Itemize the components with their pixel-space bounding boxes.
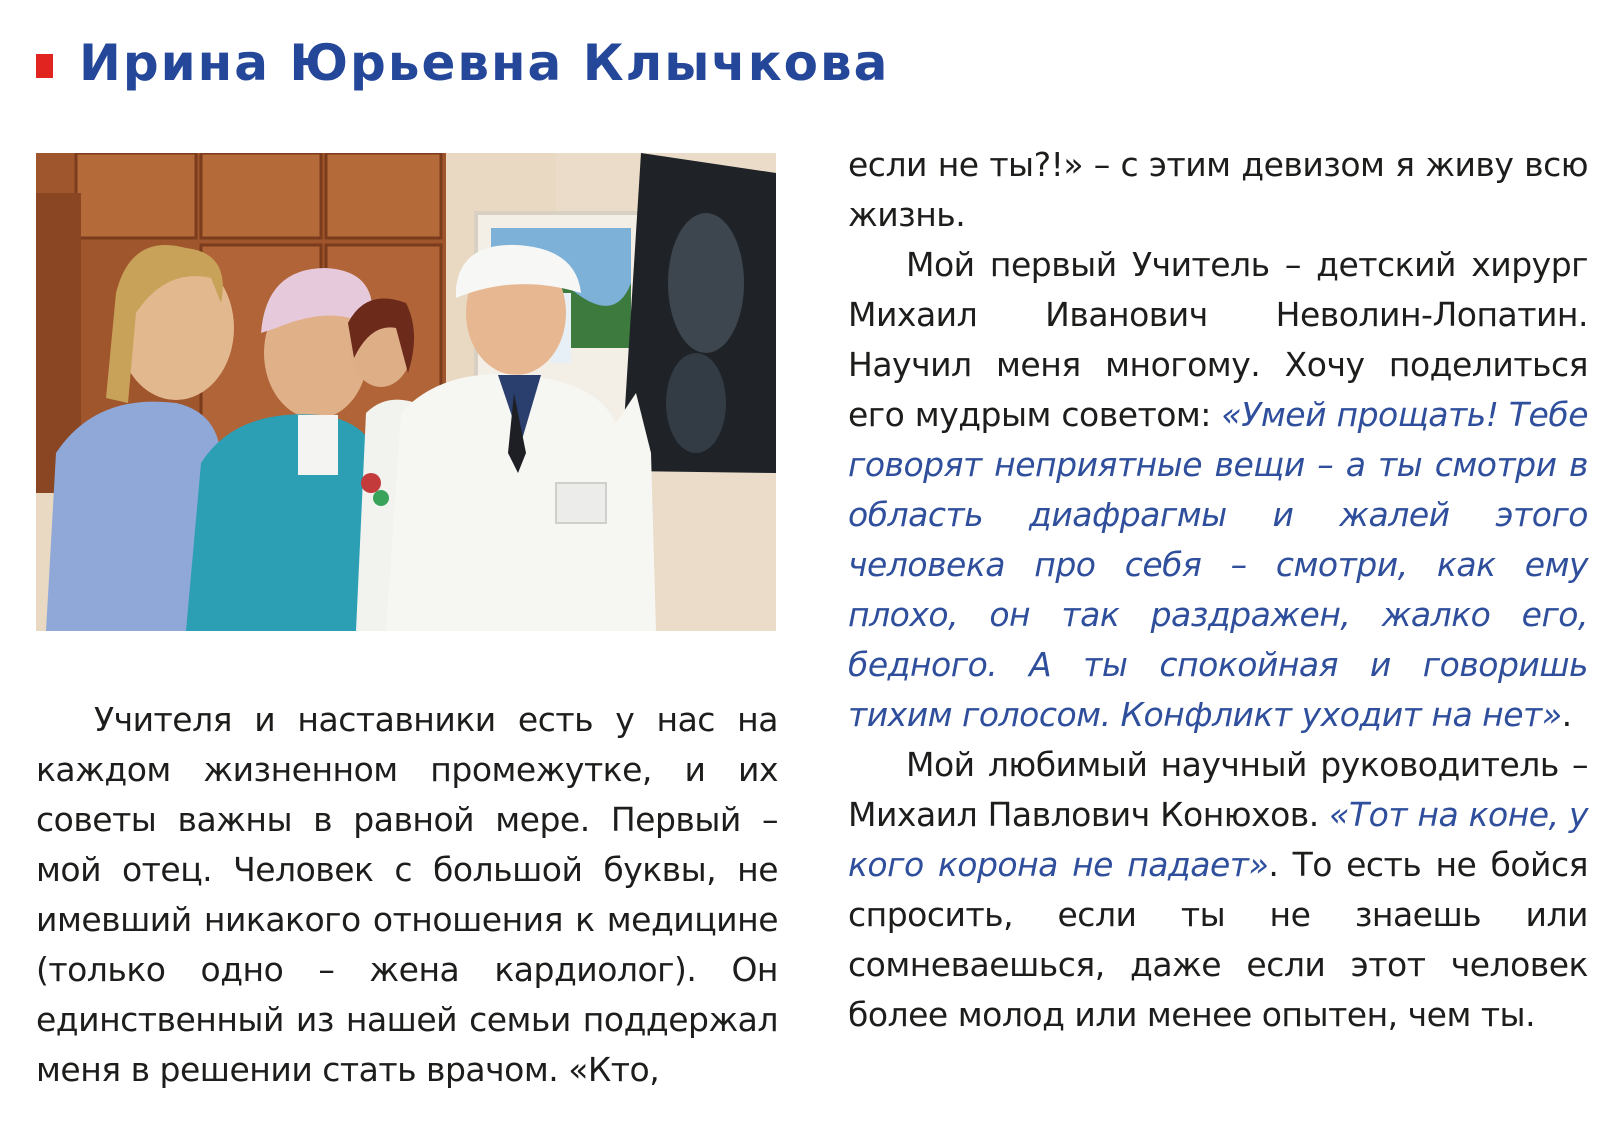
right-paragraph-2 (848, 240, 1588, 740)
paragraph-3-text: Мой любимый научный руководитель – Михаил Павлович Конюхов. (848, 745, 1588, 834)
page-header (36, 28, 889, 98)
right-paragraph-1: если не ты?!» – с этим девизом я живу всю жизнь. (848, 145, 1588, 234)
right-paragraph-3 (848, 740, 1588, 1040)
paragraph-2-text: Мой первый Учитель – детский хирург Михаил Иванович Неволин-Лопатин. Научил меня многому. Хочу поделиться его мудрым советом: (848, 245, 1588, 434)
doctors-photo (36, 153, 776, 631)
left-column (36, 695, 778, 1095)
quote-first-teacher: «Умей прощать! Тебе говорят неприятные вещи – а ты смотри в область диафрагмы и жалей этого человека про себя – смотри, как ему плохо, он так раздражен, жалко его, бедного. А ты спокойная и говоришь тихим голосом. Конфликт уходит на нет» (848, 395, 1589, 734)
left-paragraph: Учителя и наставники есть у нас на каждом жизненном промежутке, и их советы важны в равной мере. Первый – мой отец. Человек с большой буквы, не имевший никакого отношения к медицине (только одно – жена кардиолог). Он единственный из нашей семьи поддержал меня в решении стать врачом. «Кто, (36, 700, 778, 1089)
paragraph-2-end: . (1561, 695, 1572, 734)
right-column (848, 140, 1588, 1040)
paragraph-3-end: . То есть не бойся спросить, если ты не знаешь или сомневаешься, даже если этот человек более молод или менее опытен, чем ты. (848, 845, 1588, 1034)
quote-supervisor: «Тот на коне, у кого корона не падает» (848, 795, 1588, 884)
title-marker (36, 54, 53, 78)
page-title: Ирина Юрьевна Клычкова (79, 34, 890, 92)
photo-doctors-xray-icon (36, 153, 776, 631)
